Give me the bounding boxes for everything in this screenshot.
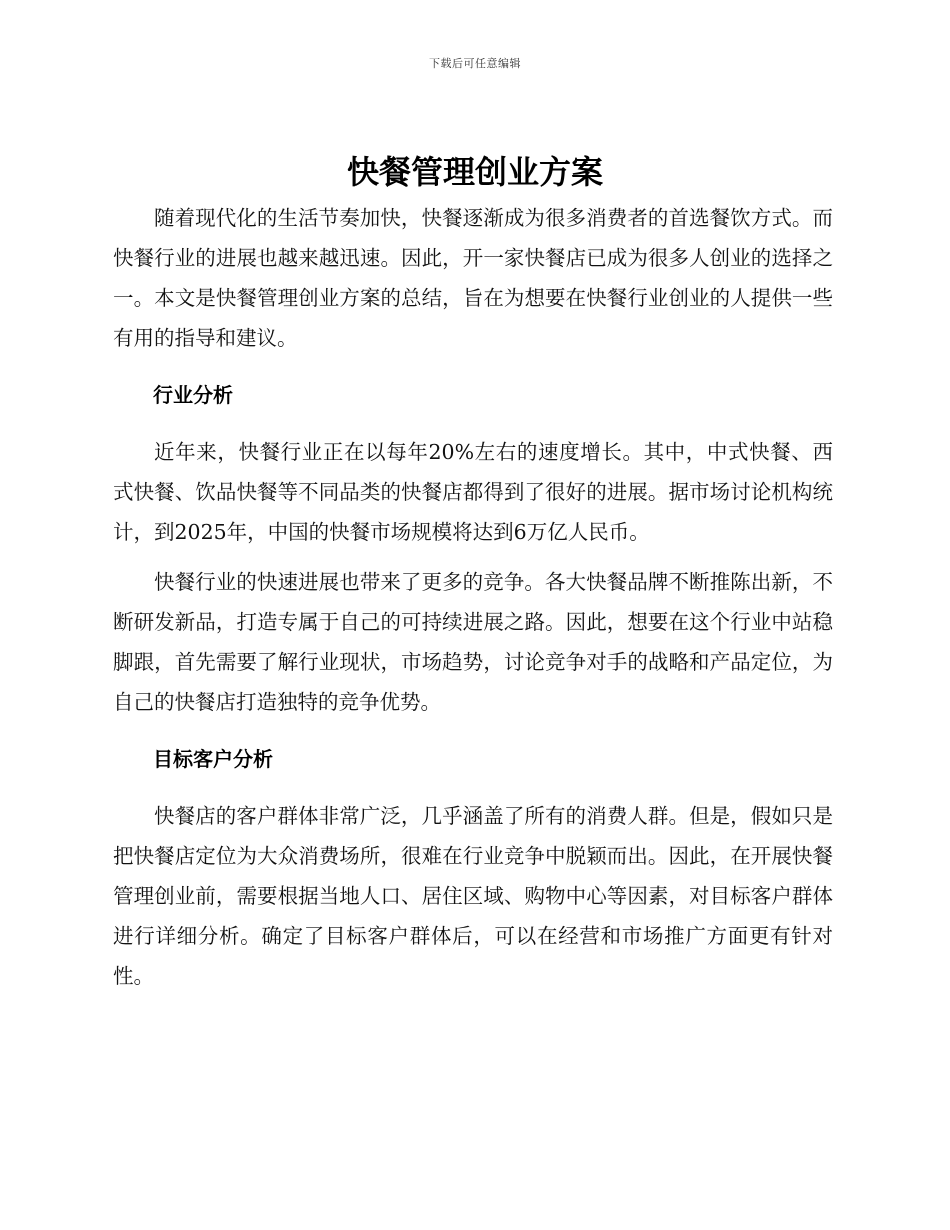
paragraph: 快餐行业的快速进展也带来了更多的竞争。各大快餐品牌不断推陈出新，不断研发新品，打造专属于自己的可持续进展之路。因此，想要在这个行业中站稳脚跟，首先需要了解行业现状，市场趋势，讨论竞争对手的战略和产品定位，为自己的快餐店打造独特的竞争优势。 xyxy=(113,570,833,714)
paragraph: 快餐店的客户群体非常广泛，几乎涵盖了所有的消费人群。但是，假如只是把快餐店定位为大众消费场所，很难在行业竞争中脱颖而出。因此，在开展快餐管理创业前，需要根据当地人口、居住区域、购物中心等因素，对目标客户群体进行详细分析。确定了目标客户群体后，可以在经营和市场推广方面更有针对性。 xyxy=(113,804,833,988)
section-industry-analysis xyxy=(113,380,833,722)
section-target-customer-analysis xyxy=(113,744,833,996)
section-heading: 行业分析 xyxy=(153,383,233,407)
document-title: 快餐管理创业方案 xyxy=(346,153,603,191)
intro-paragraph: 随着现代化的生活节奏加快，快餐逐渐成为很多消费者的首选餐饮方式。而快餐行业的进展也越来越迅速。因此，开一家快餐店已成为很多人创业的选择之一。本文是快餐管理创业方案的总结，旨在为想要在快餐行业创业的人提供一些有用的指导和建议。 xyxy=(113,206,833,350)
document-body xyxy=(113,198,833,996)
paragraph: 近年来，快餐行业正在以每年20%左右的速度增长。其中，中式快餐、西式快餐、饮品快餐等不同品类的快餐店都得到了很好的进展。据市场讨论机构统计，到2025年，中国的快餐市场规模将达到6万亿人民币。 xyxy=(113,440,833,544)
section-heading: 目标客户分析 xyxy=(153,747,273,771)
header-note: 下载后可任意编辑 xyxy=(429,57,521,70)
